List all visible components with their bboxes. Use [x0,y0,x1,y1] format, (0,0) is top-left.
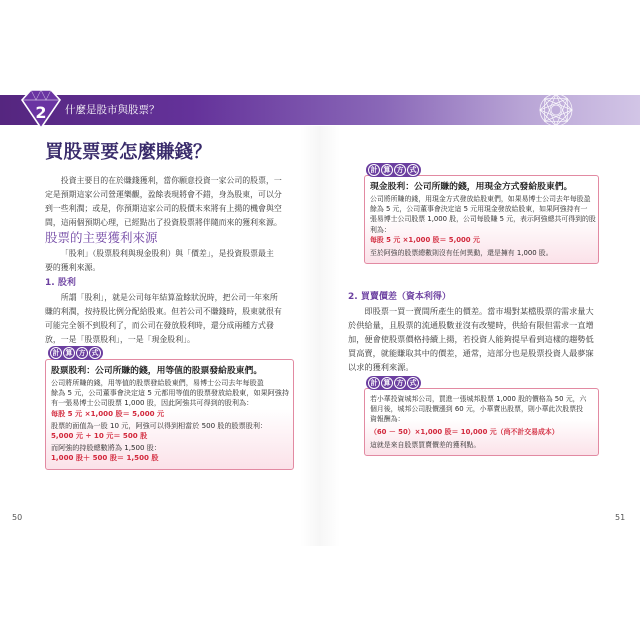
formula-line: 5,000 元 ÷ 10 元＝ 500 股 [51,430,148,440]
page-title: 買股票要怎麼賺錢？ [45,142,212,163]
tag-char: 式 [89,347,101,359]
box-title: 股票股利：公司所賺的錢，用等值的股票發給股東們。 [51,366,263,376]
intro-line: 到一些利潤；或是，你預期這家公司的股價未來將有上揚的機會與空 [45,204,282,213]
box-line: 公司將所賺的錢，用現金方式發放給股東們，如果易博士公司去年每股盈 [370,195,591,203]
tag-char: 式 [407,164,419,176]
chapter-number: 2 [35,103,47,122]
box-line: 公司將所賺的錢，用等值的股票發給股東們，易博士公司去年每股盈 [51,378,264,387]
price-spread-line: 以求的獲利來源。 [348,362,414,372]
box-line: 股票的面值為一股 10 元，阿強可以得到相當於 500 股的股票股利： [51,420,268,430]
box-line: 而阿強的持股總數將為 1,500 股： [51,443,161,453]
formula-line: （60 － 50）×1,000 股＝ 10,000 元（尚不計交易成本） [370,427,559,436]
tag-char: 方 [394,377,406,389]
box-line: 個月後，城邦公司股價漲到 60 元，小華賣出股票，則小華此次股票投 [370,405,583,414]
subsection-heading-dividend: 1. 股利 [45,278,76,288]
section-heading: 股票的主要獲利來源 [45,230,158,245]
box-title: 現金股利：公司所賺的錢，用現金方式發給股東們。 [370,182,573,192]
center-gutter-shadow [300,126,340,546]
box-line: 利為： [370,225,391,234]
calculation-tag [48,346,103,360]
dividend-paragraph [45,291,282,347]
price-spread-box [364,388,599,456]
dividend-line: 所謂「股利」，就是公司每年結算盈餘狀況時，把公司一年來所 [60,293,278,302]
box-line: 餘為 5 元，公司董事會決定這 5 元都用等值的股票發放給股東，如果阿強持 [51,388,289,398]
formula-line: 每股 5 元 ×1,000 股＝ 5,000 元 [51,408,165,418]
intro-line: 投資主要目的在於賺錢獲利，當你願意投資一家公司的股票，一 [60,176,282,185]
tag-char: 計 [368,164,380,176]
intro-paragraph [45,174,282,230]
formula-line: 1,000 股＋ 500 股＝ 1,500 股 [51,453,159,463]
gem-icon [17,87,65,131]
price-spread-line: 加，便會使股票價格持續上揚，若投資人能夠提早看到這樣的趨勢低 [348,334,594,344]
page-number-left: 50 [12,513,23,522]
tag-char: 算 [381,164,393,176]
section-paragraph [45,247,274,275]
box-line: 這就是來自股票買賣價差的獲利點。 [370,440,481,449]
price-spread-paragraph [348,304,594,374]
price-spread-line: 買高賣，就能賺取其中的價差，通常，這部分也是股票投資人最夢寐 [348,348,594,358]
intro-line: 定是預期這家公司營運樂觀，盈餘表現將會不錯，身為股東，可以分 [45,190,282,199]
intro-line: 間，這兩個預期心理，已經點出了投資股票將伴隨而來的獲利來源。 [45,218,282,227]
box-line: 若小華投資城邦公司，買進一張城邦股票 1,000 股的價格為 50 元，六 [370,395,587,403]
section-line: 要的獲利來源。 [45,263,101,272]
calculation-tag [366,163,421,177]
cash-dividend-box [364,175,599,264]
rosette-ornament-icon [536,92,576,128]
dividend-line: 可能完全領不到股利了，而公司在發放股利時，還分成兩種方式發 [45,321,274,330]
tag-char: 算 [381,377,393,389]
tag-char: 方 [76,347,88,359]
formula-line: 每股 5 元 ×1,000 股＝ 5,000 元 [370,235,480,244]
stock-dividend-box [45,359,294,470]
tag-char: 計 [368,377,380,389]
price-spread-line: 即股票一買一賣間所產生的價差。當市場對某檔股票的需求量大 [364,306,594,316]
box-line: 有一張易博士公司股票 1,000 股，因此阿強共可得到的股利為： [51,398,254,408]
chapter-title: 什麼是股市與股票？ [65,104,160,116]
tag-char: 方 [394,164,406,176]
page-number-right: 51 [615,513,626,522]
tag-char: 式 [407,377,419,389]
dividend-line: 放，一是「股票股利」，一是「現金股利」。 [45,335,195,344]
box-line: 張易博士公司股票 1,000 股，公司每股賺 5 元，表示阿強總共可得到的股 [370,215,596,224]
section-line: 「股利」（股票股利與現金股利）與「價差」，是投資股票最主 [60,249,274,258]
dividend-line: 賺的利潤，按持股比例分配給股東。但若公司不賺錢時，股東就很有 [45,307,282,316]
box-line: 餘為 5 元，公司董事會決定這 5 元用現金發放給股東，如果阿強持有一 [370,205,588,214]
tag-char: 計 [50,347,62,359]
subsection-heading-price-spread: 2. 買賣價差（資本利得） [348,292,451,302]
price-spread-line: 於供給量，且股票的流通股數並沒有改變時，供給有限但需求一直增 [348,320,594,330]
calculation-tag [366,376,421,390]
tag-char: 算 [63,347,75,359]
box-line: 至於阿強的股票總數則沒有任何異動，還是擁有 1,000 股。 [370,248,553,257]
box-line: 資報酬為： [370,415,405,424]
